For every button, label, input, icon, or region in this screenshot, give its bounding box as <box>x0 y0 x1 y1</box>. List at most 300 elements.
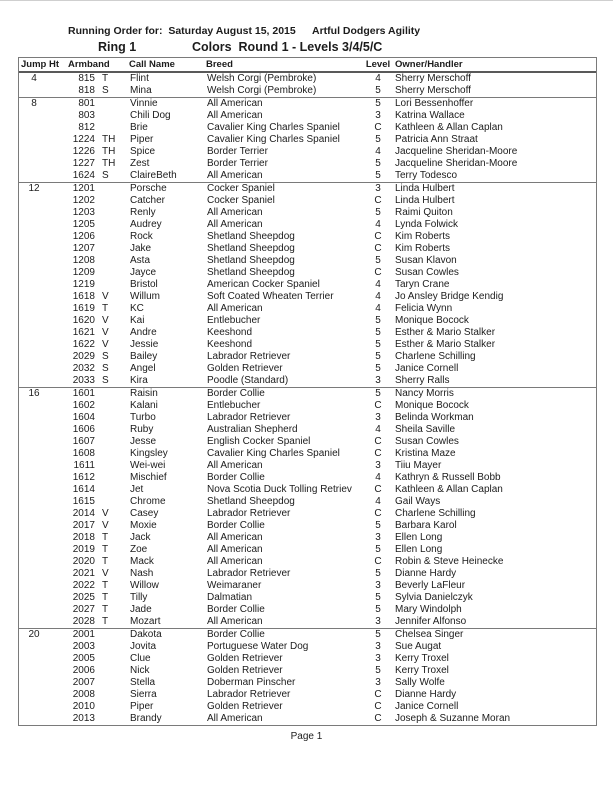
jump-height-group <box>19 97 596 182</box>
call-name-cell: Spice <box>130 146 156 157</box>
armband-cell: 2017 <box>72 520 95 531</box>
table-row <box>19 496 596 508</box>
owner-cell: Linda Hulbert <box>395 195 455 206</box>
call-name-cell: Asta <box>130 255 151 266</box>
armband-cell: 818 <box>78 85 95 96</box>
armband-cell: 2020 <box>72 556 95 567</box>
breed-cell: Welsh Corgi (Pembroke) <box>207 73 317 84</box>
owner-cell: Kim Roberts <box>395 231 451 242</box>
club-name: Artful Dodgers Agility <box>312 25 421 37</box>
call-name-cell: Ruby <box>130 424 154 435</box>
table-row <box>19 713 596 725</box>
table-row <box>19 351 596 363</box>
jump-ht-cell: 16 <box>28 388 40 399</box>
level-cell: 3 <box>375 532 381 543</box>
owner-cell: Patricia Ann Straat <box>395 134 478 145</box>
armband-tag-cell: V <box>102 315 109 326</box>
level-cell: 5 <box>375 315 381 326</box>
table-row <box>19 327 596 339</box>
table-row <box>19 243 596 255</box>
level-cell: C <box>374 701 382 712</box>
armband-cell: 1202 <box>72 195 95 206</box>
level-cell: C <box>374 400 382 411</box>
table-row <box>19 604 596 616</box>
table-header-row <box>19 58 596 73</box>
call-name-cell: KC <box>130 303 144 314</box>
armband-cell: 815 <box>78 73 95 84</box>
armband-cell: 1227 <box>72 158 95 169</box>
table-row <box>19 170 596 182</box>
call-name-cell: Rock <box>130 231 153 242</box>
owner-cell: Sylvia Danielczyk <box>395 592 473 603</box>
table-row <box>19 207 596 219</box>
table-row <box>19 484 596 496</box>
breed-cell: All American <box>207 219 263 230</box>
breed-cell: All American <box>207 303 263 314</box>
call-name-cell: Moxie <box>130 520 157 531</box>
armband-cell: 1224 <box>72 134 95 145</box>
table-row <box>19 472 596 484</box>
armband-cell: 1209 <box>72 267 95 278</box>
owner-cell: Monique Bocock <box>395 315 469 326</box>
breed-cell: All American <box>207 556 263 567</box>
level-cell: C <box>374 556 382 567</box>
table-row <box>19 339 596 351</box>
table-row <box>19 689 596 701</box>
armband-cell: 1612 <box>72 472 95 483</box>
call-name-cell: Mozart <box>130 616 161 627</box>
owner-cell: Charlene Schilling <box>395 508 476 519</box>
owner-cell: Lori Bessenhoffer <box>395 98 474 109</box>
breed-cell: Golden Retriever <box>207 701 283 712</box>
armband-tag-cell: T <box>102 73 109 84</box>
armband-cell: 1606 <box>72 424 95 435</box>
armband-cell: 2032 <box>72 363 95 374</box>
level-cell: 5 <box>375 629 381 640</box>
table-row <box>19 219 596 231</box>
call-name-cell: Jovita <box>130 641 157 652</box>
armband-tag-cell: T <box>102 544 109 555</box>
level-cell: 3 <box>375 110 381 121</box>
level-cell: 5 <box>375 388 381 399</box>
armband-cell: 2010 <box>72 701 95 712</box>
level-cell: 3 <box>375 641 381 652</box>
level-cell: 3 <box>375 375 381 386</box>
call-name-cell: Jet <box>130 484 144 495</box>
level-cell: 4 <box>375 472 381 483</box>
call-name-cell: Kira <box>130 375 148 386</box>
level-cell: C <box>374 689 382 700</box>
owner-cell: Janice Cornell <box>395 701 459 712</box>
owner-cell: Jacqueline Sheridan-Moore <box>395 158 518 169</box>
owner-cell: Lynda Folwick <box>395 219 458 230</box>
table-row <box>19 641 596 653</box>
call-name-cell: Jade <box>130 604 152 615</box>
table-row <box>19 303 596 315</box>
owner-cell: Linda Hulbert <box>395 183 455 194</box>
armband-tag-cell: T <box>102 580 109 591</box>
owner-cell: Mary Windolph <box>395 604 462 615</box>
breed-cell: American Cocker Spaniel <box>207 279 320 290</box>
armband-cell: 1219 <box>72 279 95 290</box>
level-cell: 5 <box>375 255 381 266</box>
breed-cell: Golden Retriever <box>207 653 283 664</box>
call-name-cell: Mina <box>130 85 152 96</box>
call-name-cell: Jayce <box>130 267 157 278</box>
column-header-armband: Armband <box>68 59 110 70</box>
class-title: Colors Round 1 - Levels 3/4/5/C <box>192 40 383 54</box>
call-name-cell: Mischief <box>130 472 167 483</box>
column-header-level: Level <box>365 59 391 70</box>
table-row <box>19 195 596 207</box>
call-name-cell: Kalani <box>130 400 158 411</box>
jump-height-group <box>19 628 596 725</box>
level-cell: 4 <box>375 496 381 507</box>
breed-cell: Shetland Sheepdog <box>207 496 295 507</box>
table-row <box>19 629 596 641</box>
table-row <box>19 412 596 424</box>
call-name-cell: Raisin <box>130 388 158 399</box>
call-name-cell: Mack <box>130 556 154 567</box>
level-cell: 5 <box>375 207 381 218</box>
table-body <box>19 73 596 725</box>
level-cell: 5 <box>375 327 381 338</box>
breed-cell: Australian Shepherd <box>207 424 298 435</box>
jump-height-group <box>19 387 596 628</box>
armband-tag-cell: T <box>102 532 109 543</box>
call-name-cell: Catcher <box>130 195 166 206</box>
level-cell: 4 <box>375 279 381 290</box>
owner-cell: Katrina Wallace <box>395 110 465 121</box>
table-row <box>19 424 596 436</box>
owner-cell: Susan Cowles <box>395 436 459 447</box>
armband-cell: 1601 <box>72 388 95 399</box>
table-row <box>19 110 596 122</box>
breed-cell: Cavalier King Charles Spaniel <box>207 448 340 459</box>
armband-cell: 1208 <box>72 255 95 266</box>
armband-tag-cell: S <box>102 375 109 386</box>
armband-cell: 1622 <box>72 339 95 350</box>
call-name-cell: Piper <box>130 134 154 145</box>
table-row <box>19 375 596 387</box>
level-cell: 5 <box>375 85 381 96</box>
call-name-cell: Turbo <box>130 412 156 423</box>
breed-cell: Keeshond <box>207 339 253 350</box>
call-name-cell: Chili Dog <box>130 110 171 121</box>
breed-cell: Entlebucher <box>207 400 261 411</box>
armband-cell: 2006 <box>72 665 95 676</box>
level-cell: 4 <box>375 146 381 157</box>
owner-cell: Raimi Quiton <box>395 207 453 218</box>
owner-cell: Kathleen & Allan Caplan <box>395 484 503 495</box>
breed-cell: English Cocker Spaniel <box>207 436 311 447</box>
level-cell: C <box>374 231 382 242</box>
armband-cell: 1226 <box>72 146 95 157</box>
table-row <box>19 436 596 448</box>
breed-cell: Shetland Sheepdog <box>207 231 295 242</box>
breed-cell: Golden Retriever <box>207 363 283 374</box>
owner-cell: Barbara Karol <box>395 520 457 531</box>
armband-cell: 2025 <box>72 592 95 603</box>
owner-cell: Ellen Long <box>395 532 443 543</box>
call-name-cell: Clue <box>130 653 151 664</box>
level-cell: C <box>374 436 382 447</box>
level-cell: 5 <box>375 604 381 615</box>
table-row <box>19 267 596 279</box>
call-name-cell: Renly <box>130 207 156 218</box>
armband-tag-cell: TH <box>102 134 116 145</box>
owner-cell: Tiiu Mayer <box>395 460 442 471</box>
column-header-jump-ht: Jump Ht <box>21 59 59 70</box>
table-row <box>19 231 596 243</box>
breed-cell: All American <box>207 713 263 724</box>
call-name-cell: Jake <box>130 243 152 254</box>
level-cell: 3 <box>375 677 381 688</box>
level-cell: C <box>374 195 382 206</box>
table-row <box>19 532 596 544</box>
breed-cell: All American <box>207 110 263 121</box>
armband-tag-cell: V <box>102 291 109 302</box>
armband-tag-cell: T <box>102 303 109 314</box>
table-row <box>19 653 596 665</box>
armband-cell: 1611 <box>73 460 95 471</box>
breed-cell: Weimaraner <box>207 580 262 591</box>
armband-cell: 2013 <box>72 713 95 724</box>
armband-cell: 1206 <box>72 231 95 242</box>
table-row <box>19 122 596 134</box>
armband-tag-cell: TH <box>102 158 116 169</box>
owner-cell: Charlene Schilling <box>395 351 476 362</box>
owner-cell: Kathryn & Russell Bobb <box>395 472 501 483</box>
level-cell: 3 <box>375 460 381 471</box>
armband-cell: 2019 <box>72 544 95 555</box>
column-header-call-name: Call Name <box>129 59 175 70</box>
armband-cell: 2028 <box>72 616 95 627</box>
level-cell: 3 <box>375 616 381 627</box>
call-name-cell: Jack <box>130 532 151 543</box>
level-cell: 3 <box>375 412 381 423</box>
level-cell: 3 <box>375 580 381 591</box>
table-row <box>19 134 596 146</box>
breed-cell: Labrador Retriever <box>207 412 291 423</box>
breed-cell: Entlebucher <box>207 315 261 326</box>
call-name-cell: Dakota <box>130 629 162 640</box>
armband-cell: 1619 <box>72 303 95 314</box>
breed-cell: All American <box>207 544 263 555</box>
breed-cell: All American <box>207 616 263 627</box>
owner-cell: Jennifer Alfonso <box>395 616 467 627</box>
owner-cell: Dianne Hardy <box>395 568 457 579</box>
breed-cell: Poodle (Standard) <box>207 375 289 386</box>
armband-cell: 2021 <box>72 568 95 579</box>
owner-cell: Kim Roberts <box>395 243 451 254</box>
level-cell: C <box>374 508 382 519</box>
jump-ht-cell: 8 <box>31 98 37 109</box>
level-cell: 5 <box>375 363 381 374</box>
owner-cell: Esther & Mario Stalker <box>395 327 496 338</box>
owner-cell: Sherry Merschoff <box>395 73 471 84</box>
breed-cell: Nova Scotia Duck Tolling Retriev <box>207 484 352 495</box>
level-cell: 4 <box>375 73 381 84</box>
breed-cell: Dalmatian <box>207 592 253 603</box>
breed-cell: Cavalier King Charles Spaniel <box>207 134 340 145</box>
level-cell: C <box>374 484 382 495</box>
table-row <box>19 158 596 170</box>
call-name-cell: Jessie <box>130 339 159 350</box>
breed-cell: Border Collie <box>207 520 265 531</box>
owner-cell: Nancy Morris <box>395 388 454 399</box>
owner-cell: Gail Ways <box>395 496 441 507</box>
owner-cell: Chelsea Singer <box>395 629 464 640</box>
level-cell: C <box>374 243 382 254</box>
level-cell: 5 <box>375 339 381 350</box>
table-row <box>19 520 596 532</box>
armband-cell: 1207 <box>72 243 95 254</box>
jump-ht-cell: 12 <box>28 183 40 194</box>
level-cell: C <box>374 448 382 459</box>
call-name-cell: Vinnie <box>130 98 158 109</box>
table-row <box>19 460 596 472</box>
breed-cell: Labrador Retriever <box>207 508 291 519</box>
armband-tag-cell: T <box>102 604 109 615</box>
armband-cell: 2027 <box>72 604 95 615</box>
armband-cell: 2018 <box>72 532 95 543</box>
call-name-cell: Bristol <box>130 279 158 290</box>
armband-tag-cell: T <box>102 556 109 567</box>
armband-cell: 1607 <box>72 436 95 447</box>
breed-cell: Labrador Retriever <box>207 351 291 362</box>
table-row <box>19 592 596 604</box>
table-row <box>19 556 596 568</box>
level-cell: C <box>374 267 382 278</box>
call-name-cell: Jesse <box>130 436 157 447</box>
owner-cell: Kathleen & Allan Caplan <box>395 122 503 133</box>
breed-cell: Labrador Retriever <box>207 689 291 700</box>
table-row <box>19 146 596 158</box>
armband-tag-cell: S <box>102 363 109 374</box>
breed-cell: Cavalier King Charles Spaniel <box>207 122 340 133</box>
armband-cell: 812 <box>78 122 95 133</box>
owner-cell: Dianne Hardy <box>395 689 457 700</box>
breed-cell: Labrador Retriever <box>207 568 291 579</box>
owner-cell: Joseph & Suzanne Moran <box>395 713 511 724</box>
call-name-cell: ClaireBeth <box>130 170 177 181</box>
armband-cell: 1615 <box>72 496 95 507</box>
owner-cell: Kerry Troxel <box>395 653 449 664</box>
owner-cell: Sally Wolfe <box>395 677 445 688</box>
table-row <box>19 580 596 592</box>
breed-cell: Border Collie <box>207 629 265 640</box>
owner-cell: Belinda Workman <box>395 412 474 423</box>
table-row <box>19 616 596 628</box>
call-name-cell: Andre <box>130 327 157 338</box>
breed-cell: Doberman Pinscher <box>207 677 296 688</box>
armband-cell: 803 <box>78 110 95 121</box>
owner-cell: Felicia Wynn <box>395 303 453 314</box>
call-name-cell: Audrey <box>130 219 162 230</box>
breed-cell: Border Terrier <box>207 158 268 169</box>
level-cell: 3 <box>375 183 381 194</box>
call-name-cell: Angel <box>130 363 156 374</box>
level-cell: 5 <box>375 592 381 603</box>
table-row <box>19 388 596 400</box>
level-cell: 5 <box>375 520 381 531</box>
table-row <box>19 98 596 110</box>
armband-cell: 1621 <box>72 327 95 338</box>
armband-cell: 1614 <box>72 484 95 495</box>
breed-cell: Keeshond <box>207 327 253 338</box>
table-row <box>19 544 596 556</box>
call-name-cell: Wei-wei <box>130 460 166 471</box>
level-cell: 4 <box>375 424 381 435</box>
call-name-cell: Brandy <box>130 713 162 724</box>
breed-cell: Golden Retriever <box>207 665 283 676</box>
owner-cell: Susan Klavon <box>395 255 457 266</box>
jump-height-group <box>19 73 596 97</box>
level-cell: 4 <box>375 219 381 230</box>
level-cell: 5 <box>375 158 381 169</box>
call-name-cell: Nick <box>130 665 150 676</box>
breed-cell: All American <box>207 207 263 218</box>
breed-cell: Welsh Corgi (Pembroke) <box>207 85 317 96</box>
armband-tag-cell: S <box>102 170 109 181</box>
armband-cell: 1604 <box>72 412 95 423</box>
armband-cell: 1205 <box>72 219 95 230</box>
owner-cell: Beverly LaFleur <box>395 580 466 591</box>
breed-cell: Shetland Sheepdog <box>207 255 295 266</box>
table-row <box>19 73 596 85</box>
level-cell: C <box>374 713 382 724</box>
call-name-cell: Flint <box>130 73 149 84</box>
level-cell: 5 <box>375 170 381 181</box>
breed-cell: Soft Coated Wheaten Terrier <box>207 291 334 302</box>
armband-tag-cell: V <box>102 339 109 350</box>
armband-cell: 1608 <box>72 448 95 459</box>
armband-tag-cell: T <box>102 616 109 627</box>
owner-cell: Jo Ansley Bridge Kendig <box>395 291 504 302</box>
level-cell: 4 <box>375 291 381 302</box>
owner-cell: Janice Cornell <box>395 363 459 374</box>
breed-cell: Border Collie <box>207 472 265 483</box>
table-row <box>19 255 596 267</box>
call-name-cell: Brie <box>130 122 148 133</box>
breed-cell: Portuguese Water Dog <box>207 641 309 652</box>
owner-cell: Susan Cowles <box>395 267 459 278</box>
call-name-cell: Casey <box>130 508 159 519</box>
jump-ht-cell: 20 <box>28 629 40 640</box>
owner-cell: Terry Todesco <box>395 170 458 181</box>
table-row <box>19 279 596 291</box>
armband-cell: 1618 <box>72 291 95 302</box>
owner-cell: Sue Augat <box>395 641 442 652</box>
armband-cell: 1624 <box>72 170 95 181</box>
table-row <box>19 677 596 689</box>
page-number: Page 1 <box>290 731 323 742</box>
armband-cell: 1620 <box>72 315 95 326</box>
breed-cell: Cocker Spaniel <box>207 195 275 206</box>
table-row <box>19 448 596 460</box>
running-order-title: Running Order for: Saturday August 15, 2015 <box>68 25 296 37</box>
table-row <box>19 183 596 195</box>
call-name-cell: Kingsley <box>130 448 168 459</box>
level-cell: 5 <box>375 568 381 579</box>
owner-cell: Taryn Crane <box>395 279 450 290</box>
level-cell: 5 <box>375 98 381 109</box>
owner-cell: Robin & Steve Heinecke <box>395 556 504 567</box>
level-cell: C <box>374 122 382 133</box>
jump-height-group <box>19 182 596 387</box>
armband-cell: 1201 <box>72 183 95 194</box>
